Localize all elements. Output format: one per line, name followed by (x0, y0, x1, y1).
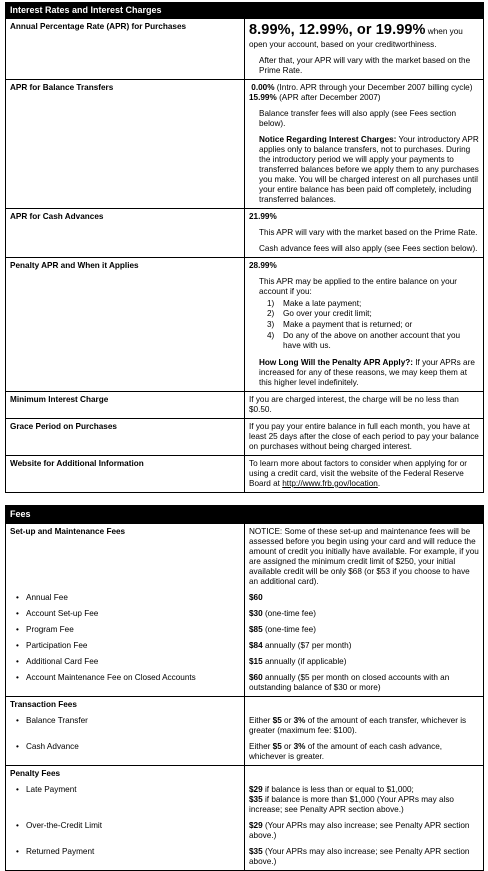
intro-rate-note: (Intro. APR through your December 2007 billing cycle) (276, 82, 473, 92)
balance-transfer-row (6, 79, 484, 208)
intro-rate: 0.00% (251, 82, 275, 92)
fee-row: • Balance Transfer Either $5 or 3% of the amount of each transfer, whichever is greater (maximum fee: $100). (6, 713, 484, 739)
grace-period-row (6, 418, 484, 455)
setup-notice: NOTICE: Some of these set-up and maintenance fees will be assessed before you begin using your card and will reduce the amount of credit you initially have available. For example, if you are assigned the minimum credit limit of $250, your initial available credit will be only $68 (or $53 if you choose to have an additional card). (245, 523, 484, 590)
setup-row (6, 523, 484, 590)
website-cell: To learn more about factors to consider when applying for or using a credit card, visit the website of the Federal Reserve Board at http://www.frb.gov/location. (245, 455, 484, 492)
cash-advance-rate: 21.99% (249, 211, 277, 221)
fee-label: • Program Fee (10, 625, 240, 635)
purchases-label: Annual Percentage Rate (APR) for Purchases (6, 18, 245, 79)
fee-row: • Late Payment $29 if balance is less than or equal to $1,000; $35 if balance is more than $1,000 (Your APRs may also increase; see Penalty APR section above.) (6, 782, 484, 818)
fee-label: • Cash Advance (10, 742, 240, 752)
minimum-interest-label: Minimum Interest Charge (6, 391, 245, 418)
notice-text: Your introductory APR applies only to balance transfers, not to purchases. During the introductory period we will apply your payments to transferred balances before we apply them to any purchases you make. You will be charged interest on all purchases until your entire balance has been paid off completely, including transferred balances. (259, 134, 479, 204)
minimum-interest-text: If you are charged interest, the charge will be no less than $0.50. (245, 391, 484, 418)
fee-row: • Cash Advance Either $5 or 3% of the amount of each cash advance, whichever is greater. (6, 739, 484, 766)
penalty-apr-label: Penalty APR and When it Applies (6, 257, 245, 391)
penalty-rate: 28.99% (249, 260, 277, 270)
list-item: 2) Go over your credit limit; (267, 309, 372, 319)
frb-link[interactable]: http://www.frb.gov/location (282, 478, 378, 488)
fee-label: • Returned Payment (10, 847, 240, 857)
fee-label: • Annual Fee (10, 593, 240, 603)
balance-transfer-label: APR for Balance Transfers (6, 79, 245, 208)
website-label: Website for Additional Information (6, 455, 245, 492)
list-item: 4) Do any of the above on another account that you have with us. (267, 330, 461, 351)
penalty-intro: This APR may be applied to the entire balance on your account if you: (259, 276, 457, 296)
notice-title: Notice Regarding Interest Charges: (259, 134, 397, 144)
purchase-rates-tail: when you open your account, based on your creditworthiness. (249, 26, 463, 49)
transaction-fees-label: Transaction Fees (6, 696, 245, 713)
balance-transfer-fees-note: Balance transfer fees will also apply (see Fees section below). (259, 108, 457, 128)
penalty-conditions-list (249, 299, 479, 352)
fee-label: • Over-the-Credit Limit (10, 821, 240, 831)
penalty-fees-label: Penalty Fees (6, 765, 245, 782)
penalty-apr-row (6, 257, 484, 391)
purchases-cell (245, 18, 484, 79)
purchase-rates: 8.99%, 12.99%, or 19.99% (249, 21, 426, 38)
cash-advance-label: APR for Cash Advances (6, 208, 245, 257)
fee-row: • Returned Payment $35 (Your APRs may also increase; see Penalty APR section above.) (6, 844, 484, 871)
fee-label: • Balance Transfer (10, 716, 240, 726)
website-text: To learn more about factors to consider when applying for or using a credit card, visit the website of the Federal Reserve Board at (249, 458, 467, 488)
cash-advance-cell (245, 208, 484, 257)
transaction-fees-row (6, 696, 484, 713)
grace-period-label: Grace Period on Purchases (6, 418, 245, 455)
how-long-title: How Long Will the Penalty APR Apply?: (259, 357, 413, 367)
interest-rates-header: Interest Rates and Interest Charges (6, 3, 484, 19)
list-item: 3) Make a payment that is returned; or (267, 319, 413, 329)
website-row (6, 455, 484, 492)
fee-row: • Annual Fee $60 (6, 590, 484, 606)
balance-transfer-cell (245, 79, 484, 208)
fee-label: • Additional Card Fee (10, 657, 240, 667)
cash-advance-vary: This APR will vary with the market based on the Prime Rate. (259, 227, 478, 237)
cash-advance-fees-note: Cash advance fees will also apply (see Fees section below). (259, 243, 478, 253)
after-intro-rate-note: (APR after December 2007) (279, 92, 381, 102)
fee-row: • Participation Fee $84 annually ($7 per month) (6, 638, 484, 654)
how-long-text: If your APRs are increased for any of these reasons, we may keep them at this higher level indefinitely. (259, 357, 475, 387)
fee-label: • Late Payment (10, 785, 240, 795)
grace-period-text: If you pay your entire balance in full each month, you have at least 25 days after the close of each period to pay your balance on purchases without being charged interest. (245, 418, 484, 455)
interest-rates-table (5, 2, 484, 493)
fee-row: • Additional Card Fee $15 annually (if applicable) (6, 654, 484, 670)
fees-table (5, 505, 484, 871)
after-intro-rate: 15.99% (249, 92, 277, 102)
fees-header: Fees (6, 505, 484, 523)
minimum-interest-row (6, 391, 484, 418)
fee-label: • Participation Fee (10, 641, 240, 651)
purchases-after-text: After that, your APR will vary with the market based on the Prime Rate. (259, 55, 471, 75)
fee-row: • Program Fee $85 (one-time fee) (6, 622, 484, 638)
disclosure-page (5, 2, 484, 871)
purchases-row (6, 18, 484, 79)
fee-label: • Account Maintenance Fee on Closed Accounts (10, 673, 240, 683)
penalty-apr-cell (245, 257, 484, 391)
cash-advance-row (6, 208, 484, 257)
fee-row: • Over-the-Credit Limit $29 (Your APRs may also increase; see Penalty APR section above.) (6, 818, 484, 844)
fee-row: • Account Set-up Fee $30 (one-time fee) (6, 606, 484, 622)
setup-label: Set-up and Maintenance Fees (6, 523, 245, 590)
fee-label: • Account Set-up Fee (10, 609, 240, 619)
fee-row: • Account Maintenance Fee on Closed Accounts $60 annually ($5 per month on closed accounts with an outstanding balance of $30 or more) (6, 670, 484, 697)
list-item: 1) Make a late payment; (267, 298, 362, 308)
